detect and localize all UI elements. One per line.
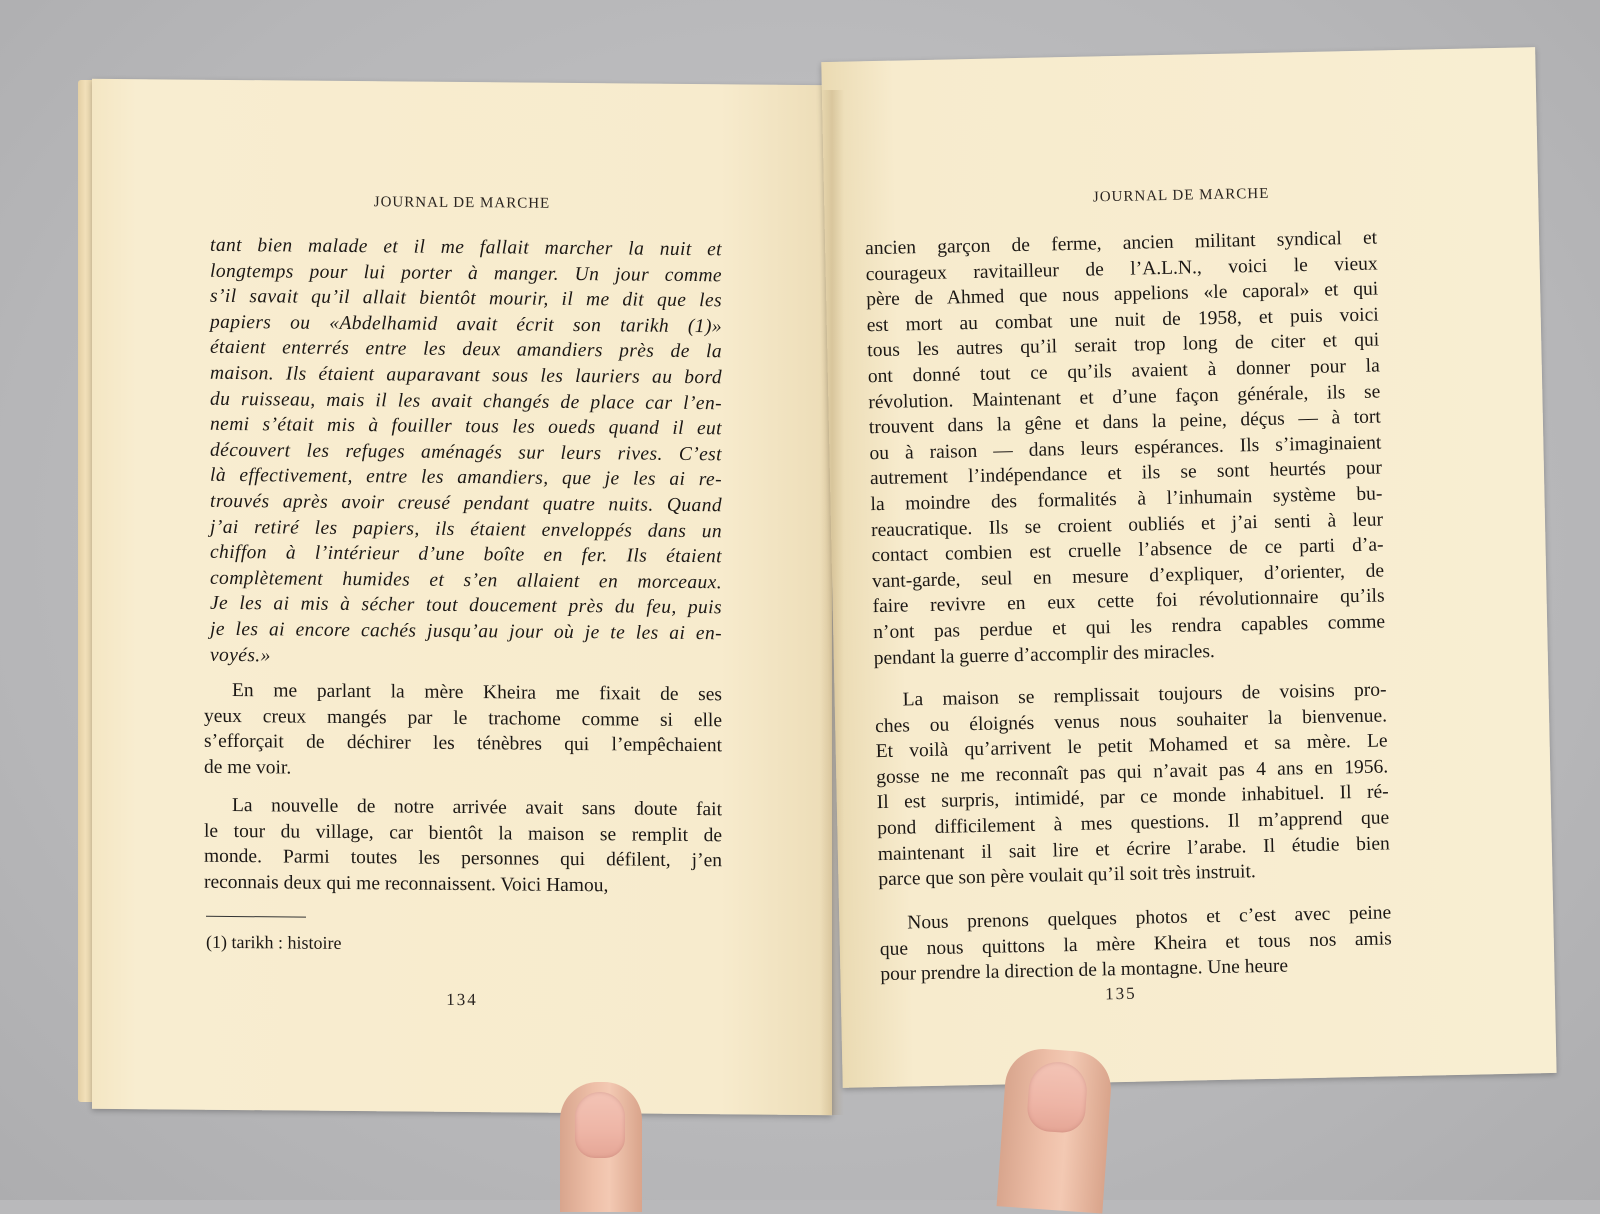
text-line: nemi s’était mis à fouiller tous les oueds quand il eut <box>210 413 722 440</box>
text-line: la moindre des formalités à l’inhumain système bu- <box>870 483 1383 516</box>
right-thumb-nail <box>1026 1060 1089 1134</box>
right-paragraph-3 <box>879 900 1392 987</box>
text-line: Je les ai mis à sécher tout doucement près du feu, puis <box>210 593 722 619</box>
text-line: Et voilà qu’arrivent le petit Mohamed et sa mère. Le <box>875 730 1388 763</box>
text-line: parce que son père voulait qu’il soit très instruit. <box>878 861 1256 891</box>
text-line: En me parlant la mère Kheira me fixait de ses <box>232 679 722 706</box>
text-line: complètement humides et s’en allaient en morceaux. <box>210 567 722 593</box>
text-line: papiers ou «Abdelhamid avait écrit son tarikh (1)» <box>210 311 722 338</box>
text-line: tant bien malade et il me fallait marcher la nuit et <box>210 234 722 261</box>
right-paragraph-2 <box>874 677 1390 892</box>
left-paragraph-2 <box>204 678 722 785</box>
text-line: que nous quittons la mère Kheira et tous nos amis <box>879 927 1392 960</box>
text-line: yeux creux mangés par le trachome comme si elle <box>204 705 722 731</box>
text-line: de me voir. <box>204 756 292 779</box>
left-thumb <box>560 1082 642 1212</box>
text-line: j’ai retiré les papiers, ils étaient enveloppés dans un <box>210 516 722 542</box>
left-paragraph-3 <box>204 793 722 900</box>
text-line: Il est surpris, intimidé, par ce monde inhabituel. Il ré- <box>876 781 1389 814</box>
footnote: (1) tarikh : histoire <box>206 931 342 953</box>
text-line: autrement l’indépendance et ils se sont heurtés pour <box>869 457 1383 490</box>
text-line: le tour du village, car bientôt la maison se remplit de <box>204 820 722 846</box>
text-line: révolution. Maintenant et d’une façon générale, ils se <box>868 381 1381 413</box>
footnote-rule <box>206 916 306 918</box>
left-page <box>92 79 832 1115</box>
text-line: découvert les refuges aménagés sur leurs rives. C’est <box>210 439 722 466</box>
text-line: tous les autres qu’il serait trop long de citer et qui <box>867 329 1380 362</box>
text-line: ches ou éloignés venus nous souhaiter la bienvenue. <box>874 705 1388 737</box>
left-running-head: JOURNAL DE MARCHE <box>373 194 551 212</box>
text-line: faire revivre en eux cette foi révolutionnaire qu’ils <box>872 585 1385 618</box>
text-line: reconnais deux qui me reconnaissent. Voici Hamou, <box>204 871 609 897</box>
text-line: gosse ne me reconnaît pas qui n’avait pas 4 ans en 1956. <box>876 756 1389 788</box>
text-line: maintenant il sait lire et écrire l’arabe. Il étudie bien <box>877 832 1390 865</box>
text-line: pendant la guerre d’accomplir des miracles. <box>873 640 1216 669</box>
right-paragraph-1 <box>865 226 1386 672</box>
text-line: n’ont pas perdue et qui les rendra capables comme <box>872 611 1386 644</box>
text-line: s’efforçait de déchirer les ténèbres qui l’empêchaient <box>204 730 722 757</box>
right-page-number: 135 <box>1104 983 1137 1004</box>
text-line: s’il savait qu’il allait bientôt mourir, il me dit que les <box>210 285 722 312</box>
text-line: Nous prenons quelques photos et c’est avec peine <box>907 902 1392 934</box>
text-line: est mort au combat une nuit de 1958, et puis voici <box>866 304 1379 336</box>
right-running-head: JOURNAL DE MARCHE <box>1092 185 1270 206</box>
text-line: pond difficilement à mes questions. Il m’apprend que <box>877 807 1390 840</box>
text-line: étaient enterrés entre les deux amandiers près de la <box>210 337 722 363</box>
text-line: je les ai encore cachés jusqu’au jour où je te les ai en- <box>210 618 722 645</box>
left-italic-quote <box>210 233 722 673</box>
text-line: là effectivement, entre les amandiers, que je les ai re- <box>210 465 722 491</box>
text-line: voyés.» <box>210 644 271 666</box>
text-line: trouvent dans la gêne et dans la peine, déçus — à tort <box>868 406 1382 439</box>
text-line: courageux ravitailleur de l’A.L.N., voici le vieux <box>865 253 1378 285</box>
left-thumb-nail <box>575 1092 625 1158</box>
left-page-number: 134 <box>446 989 478 1010</box>
text-line: trouvés après avoir creusé pendant quatre nuits. Quand <box>210 490 722 517</box>
right-thumb <box>997 1046 1114 1213</box>
text-line: du ruisseau, mais il les avait changés de place car l’en- <box>210 388 722 414</box>
text-line: ancien garçon de ferme, ancien militant syndical et <box>864 227 1378 260</box>
text-line: reaucratique. Ils se croient oubliés et j’ai senti à leur <box>870 508 1384 541</box>
text-line: vant-garde, seul en mesure d’expliquer, d’orienter, de <box>871 560 1385 592</box>
right-page <box>821 47 1556 1088</box>
text-line: pour prendre la direction de la montagne. Une heure <box>880 955 1289 986</box>
text-line: maison. Ils étaient auparavant sous les lauriers au bord <box>210 362 722 389</box>
text-line: ou à raison — dans leurs espérances. Ils s’imaginaient <box>869 432 1382 464</box>
text-line: La maison se remplissait toujours de voisins pro- <box>902 679 1387 711</box>
text-line: ont donné tout ce qu’ils avaient à donner pour la <box>867 355 1380 388</box>
text-line: La nouvelle de notre arrivée avait sans doute fait <box>232 794 722 821</box>
book-gutter <box>820 90 844 1115</box>
text-line: monde. Parmi toutes les personnes qui défilent, j’en <box>204 845 722 872</box>
text-line: père de Ahmed que nous appelions «le caporal» et qui <box>866 278 1379 311</box>
text-line: chiffon à l’intérieur d’une boîte en fer. Ils étaient <box>210 541 722 568</box>
text-line: longtemps pour lui porter à manger. Un jour comme <box>210 260 722 286</box>
text-line: contact combien est cruelle l’absence de ce parti d’a- <box>871 534 1384 567</box>
